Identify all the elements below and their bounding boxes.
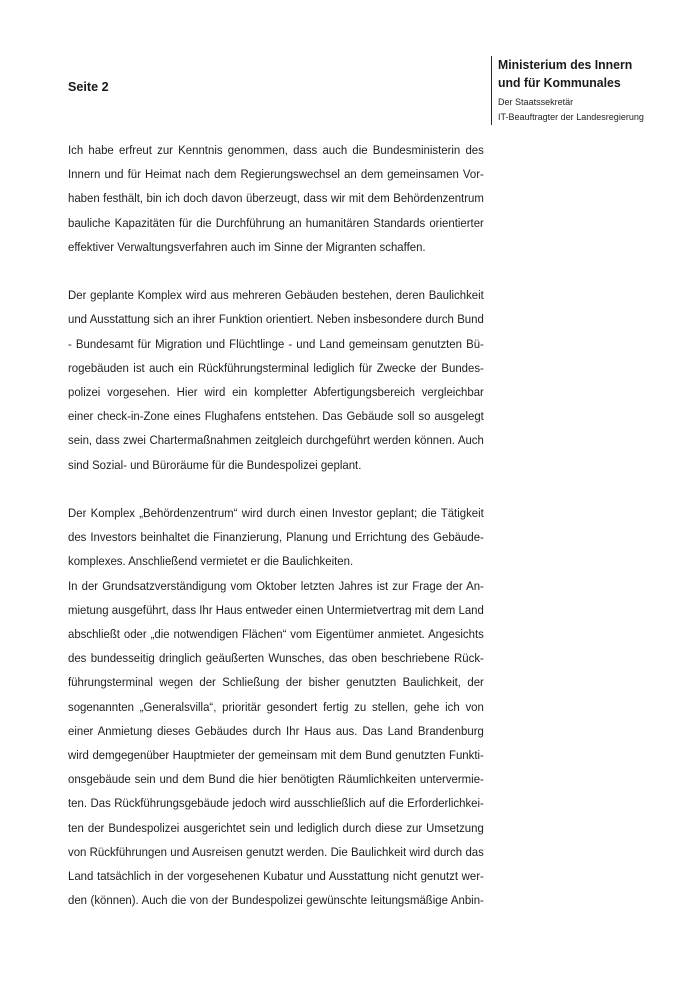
text-line: einer Anmietung dieses Gebäudes durch Ihr Haus aus. Das Land Brandenburg	[68, 723, 484, 738]
text-line: In der Grundsatzverständigung vom Oktober letzten Jahres ist zur Frage der An-	[68, 578, 484, 593]
text-line: rogebäuden ist auch ein Rückführungsterminal lediglich für Zwecke der Bundes-	[68, 360, 484, 375]
sender-title: Der Staatssekretär	[498, 97, 574, 108]
ministry-name-line-1: Ministerium des Innern	[498, 57, 633, 72]
text-line: Der geplante Komplex wird aus mehreren Gebäuden bestehen, deren Baulichkeit	[68, 288, 484, 303]
letter-body	[68, 138, 484, 912]
ministry-name-line-2: und für Kommunales	[498, 75, 621, 90]
text-line: von Rückführungen und Ausreisen genutzt werden. Die Baulichkeit wird durch das	[68, 844, 484, 859]
text-line: haben festhält, bin ich doch davon überzeugt, dass wir mit dem Behördenzentrum	[68, 191, 484, 206]
text-line: Der Komplex „Behördenzentrum“ wird durch einen Investor geplant; die Tätigkeit	[68, 506, 484, 521]
text-line: polizei vorgesehen. Hier wird ein kompletter Abfertigungsbereich vergleichbar	[68, 385, 484, 400]
sender-role: IT-Beauftragter der Landesregierung	[498, 112, 644, 123]
text-line: sind Sozial- und Büroräume für die Bundespolizei geplant.	[68, 457, 362, 472]
text-line: des bundesseitig dringlich geäußerten Wunsches, das oben beschriebene Rück-	[68, 651, 484, 666]
text-line: bauliche Kapazitäten für die Durchführung an humanitären Standards orientierter	[68, 215, 484, 230]
text-line: den (können). Auch die von der Bundespolizei gewünschte leitungsmäßige Anbin-	[68, 893, 484, 908]
text-line: führungsterminal wegen der Schließung der bisher genutzten Baulichkeit, der	[68, 675, 484, 690]
paragraph-3	[68, 501, 484, 574]
text-line: wird demgegenüber Hauptmieter der gemeinsam mit dem Bund genutzten Funkti-	[68, 748, 484, 763]
page-number: Seite 2	[68, 80, 109, 94]
text-line: abschließt oder „die notwendigen Flächen“ vom Eigentümer anmietet. Angesichts	[68, 627, 484, 642]
paragraph-2	[68, 283, 484, 477]
text-line: - Bundesamt für Migration und Flüchtlinge - und Land gemeinsam genutzten Bü-	[68, 336, 484, 351]
text-line: Land tatsächlich in der vorgesehenen Kubatur und Ausstattung nicht genutzt wer-	[68, 869, 484, 884]
text-line: sogenannten „Generalsvilla“, prioritär gesondert fertig zu stellen, gehe ich von	[68, 699, 484, 714]
text-line: einer check-in-Zone eines Flughafens entstehen. Das Gebäude soll so ausgelegt	[68, 409, 484, 424]
text-line: Ich habe erfreut zur Kenntnis genommen, dass auch die Bundesministerin des	[68, 143, 484, 157]
paragraph-1	[68, 138, 484, 259]
text-line: komplexes. Anschließend vermietet er die Baulichkeiten.	[68, 554, 354, 569]
text-line: onsgebäude sein und dem Bund die hier benötigten Räumlichkeiten untervermie-	[68, 772, 484, 787]
letterhead	[491, 56, 698, 125]
text-line: ten. Das Rückführungsgebäude jedoch wird ausschließlich auf die Erforderlichkei-	[68, 796, 484, 811]
text-line: sein, dass zwei Chartermaßnahmen zeitgleich durchgeführt werden können. Auch	[68, 433, 484, 448]
text-line: effektiver Verwaltungsverfahren auch im Sinne der Migranten schaffen.	[68, 239, 426, 254]
text-line: mietung ausgeführt, dass Ihr Haus entweder einen Untermietvertrag mit dem Land	[68, 602, 484, 617]
paragraph-4	[68, 574, 484, 913]
text-line: Innern und für Heimat nach dem Regierungswechsel an dem gemeinsamen Vor-	[68, 167, 484, 182]
text-line: des Investors beinhaltet die Finanzierung, Planung und Errichtung des Gebäude-	[68, 530, 484, 545]
text-line: ten der Bundespolizei ausgerichtet sein und lediglich durch diese zur Umsetzung	[68, 820, 484, 835]
text-line: und Ausstattung sich an ihrer Funktion orientiert. Neben insbesondere durch Bund	[68, 312, 484, 327]
